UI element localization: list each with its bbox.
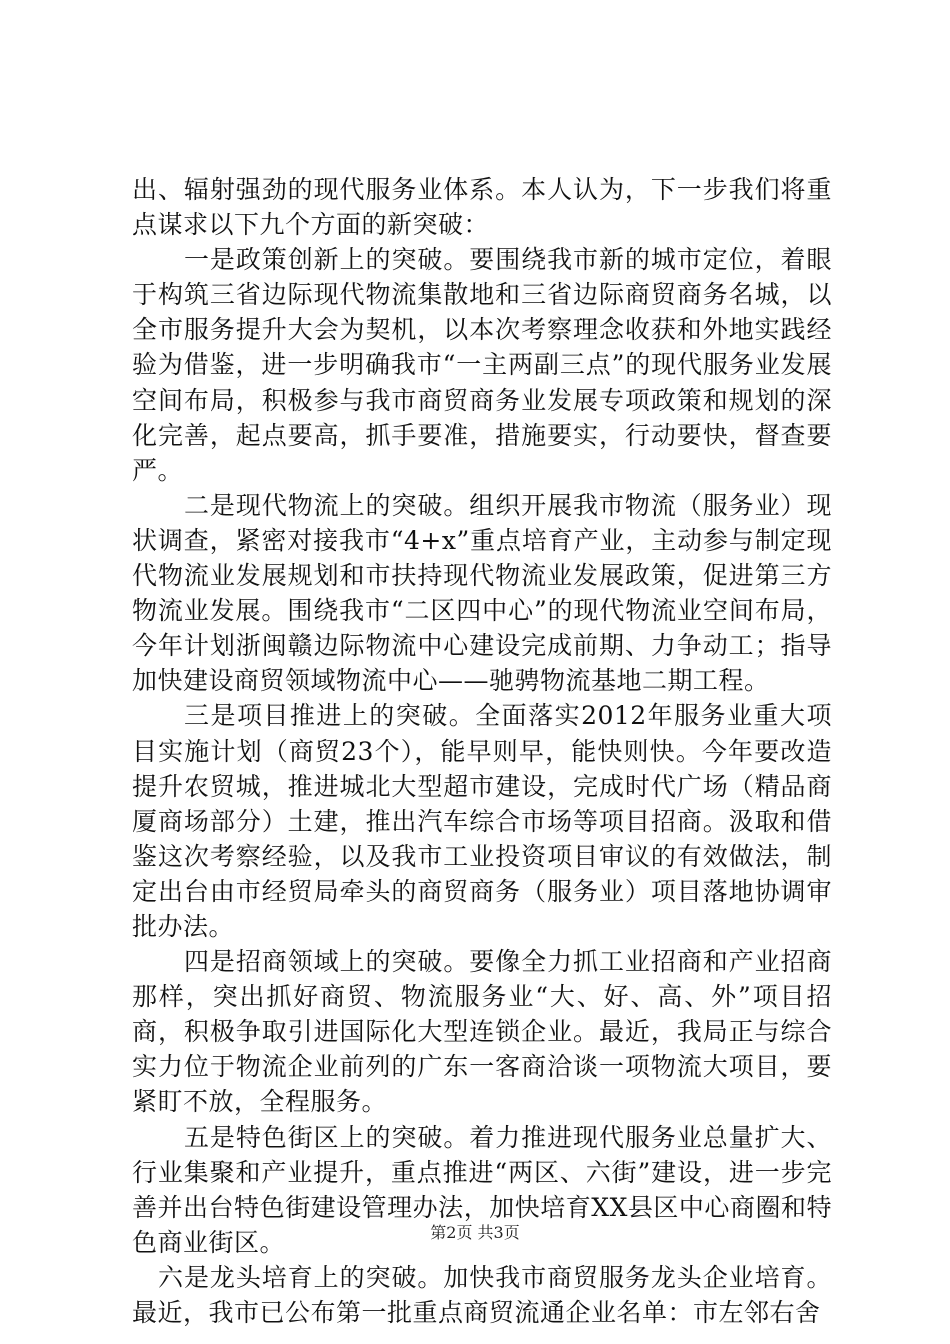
paragraph-modern-logistics: 二是现代物流上的突破。组织开展我市物流（服务业）现状调查，紧密对接我市“4+x”重点培育产业，主动参与制定现代物流业发展规划和市扶持现代物流业发展政策，促进第三方物流业发展。围绕我市“二区四中心”的现代物流业空间布局，今年计划浙闽赣边际物流中心建设完成前期、力争动工；指导加快建设商贸领域物流中心——驰骋物流基地二期工程。 [132, 490, 832, 696]
paragraph-intro-continuation: 出、辐射强劲的现代服务业体系。本人认为，下一步我们将重点谋求以下九个方面的新突破： [132, 175, 832, 240]
page-footer: 第2页 共3页 [430, 1223, 520, 1242]
paragraph-project-promotion: 三是项目推进上的突破。全面落实2012年服务业重大项目实施计划（商贸23个），能早则早，能快则快。今年要改造提升农贸城，推进城北大型超市建设，完成时代广场（精品商厦商场部分）土建，推出汽车综合市场等项目招商。汲取和借鉴这次考察经验，以及我市工业投资项目审议的有效做法，制定出台由市经贸局牵头的商贸商务（服务业）项目落地协调审批办法。 [132, 701, 832, 941]
paragraph-policy-innovation: 一是政策创新上的突破。要围绕我市新的城市定位，着眼于构筑三省边际现代物流集散地和三省边际商贸商务名城，以全市服务提升大会为契机，以本次考察理念收获和外地实践经验为借鉴，进一步明确我市“一主两副三点”的现代服务业发展空间布局，积极参与我市商贸商务业发展专项政策和规划的深化完善，起点要高，抓手要准，措施要实，行动要快，督查要严。 [132, 245, 832, 485]
document-body [132, 172, 832, 1330]
paragraph-leading-enterprises: 六是龙头培育上的突破。加快我市商贸服务龙头企业培育。最近，我市已公布第一批重点商贸流通企业名单：市左邻右舍 [132, 1262, 832, 1327]
paragraph-investment-attraction: 四是招商领域上的突破。要像全力抓工业招商和产业招商那样，突出抓好商贸、物流服务业“大、好、高、外”项目招商，积极争取引进国际化大型连锁企业。最近，我局正与综合实力位于物流企业前列的广东一客商洽谈一项物流大项目，要紧盯不放，全程服务。 [132, 947, 832, 1117]
paragraph-featured-streets: 五是特色街区上的突破。着力推进现代服务业总量扩大、行业集聚和产业提升，重点推进“两区、六街”建设，进一步完善并出台特色街建设管理办法，加快培育XX县区中心商圈和特色商业街区。 [132, 1122, 832, 1257]
